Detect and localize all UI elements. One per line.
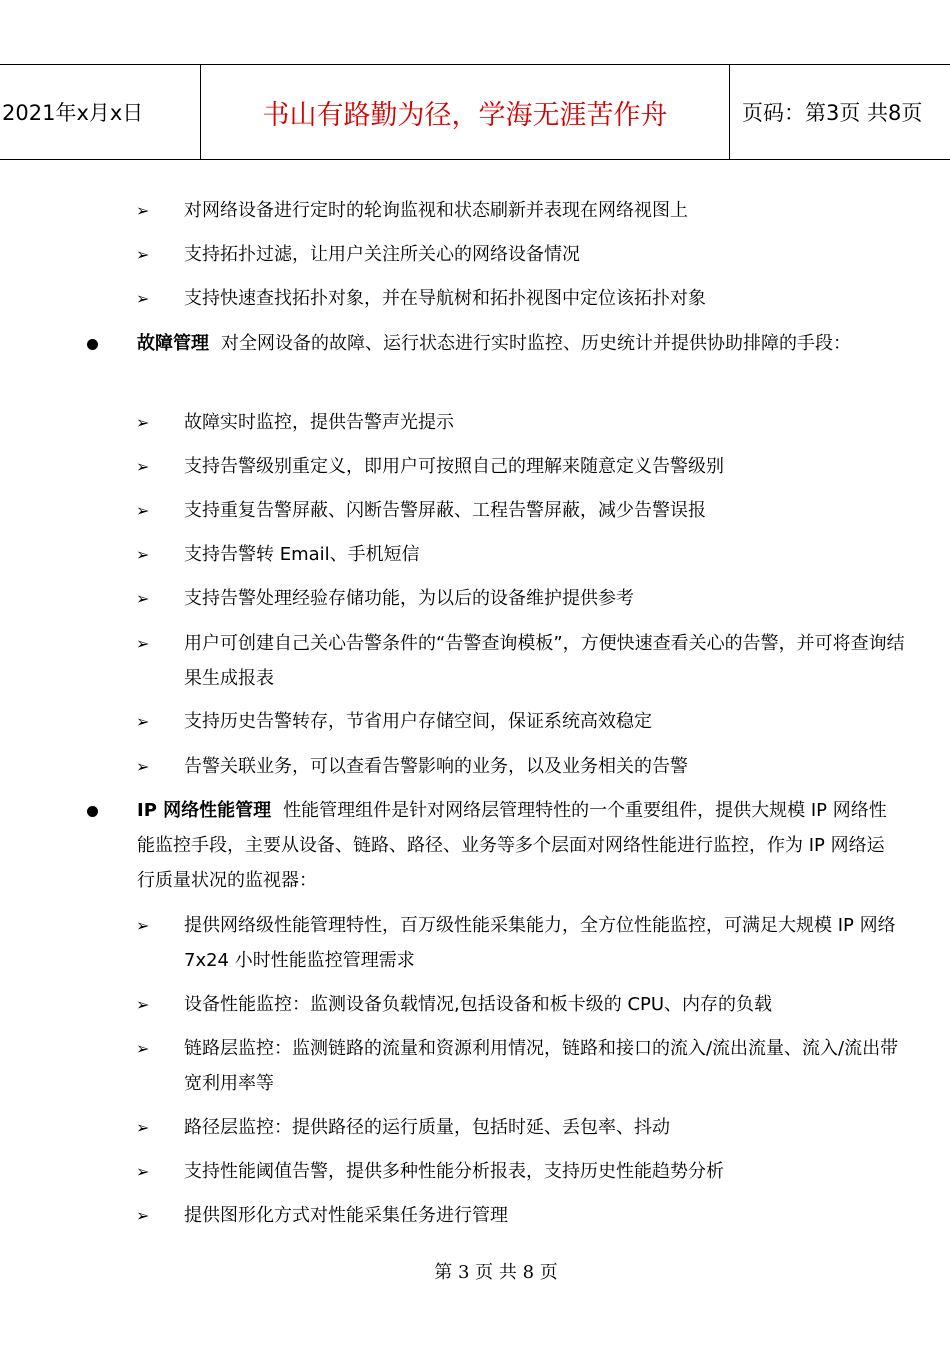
header-date: 2021年x月x日 xyxy=(2,101,144,125)
section-title: 故障管理 xyxy=(137,333,209,354)
header-page-info: 页码：第3页 共8页 xyxy=(742,101,923,125)
arrow-bullet-icon: ➢ xyxy=(136,757,150,776)
arrow-bullet-icon: ➢ xyxy=(136,413,150,432)
list-item: ➢ 设备性能监控：监测设备负载情况,包括设备和板卡级的 CPU、内存的负载 xyxy=(184,987,906,1022)
list-item: ➢ 支持历史告警转存，节省用户存储空间，保证系统高效稳定 xyxy=(184,704,906,739)
list-item: ➢ 支持重复告警屏蔽、闪断告警屏蔽、工程告警屏蔽，减少告警误报 xyxy=(184,493,906,528)
list-item: ➢ 提供网络级性能管理特性，百万级性能采集能力，全方位性能监控，可满足大规模 IP 网络 7x24 小时性能监控管理需求 xyxy=(184,908,906,978)
arrow-bullet-icon: ➢ xyxy=(136,245,150,264)
list-item: ➢ 支持告警级别重定义，即用户可按照自己的理解来随意定义告警级别 xyxy=(184,449,906,484)
list-item: ➢ 路径层监控：提供路径的运行质量，包括时延、丢包率、抖动 xyxy=(184,1110,906,1145)
arrow-bullet-icon: ➢ xyxy=(136,201,150,220)
arrow-bullet-icon: ➢ xyxy=(136,1039,150,1058)
section-fault-management xyxy=(137,326,889,361)
list-item: ➢ 用户可创建自己关心告警条件的“告警查询模板”，方便快速查看关心的告警，并可将查询结果生成报表 xyxy=(184,626,906,696)
section-ip-performance-management xyxy=(137,793,889,898)
list-item: ➢ 对网络设备进行定时的轮询监视和状态刷新并表现在网络视图上 xyxy=(184,193,906,228)
page-header xyxy=(0,64,950,160)
list-item: ➢ 支持拓扑过滤，让用户关注所关心的网络设备情况 xyxy=(184,237,906,272)
arrow-bullet-icon: ➢ xyxy=(136,1118,150,1137)
list-item: ➢ 支持告警转 Email、手机短信 xyxy=(184,537,906,572)
list-item: ➢ 支持告警处理经验存储功能，为以后的设备维护提供参考 xyxy=(184,581,906,616)
arrow-bullet-icon: ➢ xyxy=(136,501,150,520)
list-item: ➢ 支持性能阈值告警，提供多种性能分析报表，支持历史性能趋势分析 xyxy=(184,1154,906,1189)
list-item: ➢ 提供图形化方式对性能采集任务进行管理 xyxy=(184,1198,906,1233)
list-item: ➢ 故障实时监控，提供告警声光提示 xyxy=(184,405,906,440)
arrow-bullet-icon: ➢ xyxy=(136,712,150,731)
dot-bullet-icon xyxy=(87,339,98,350)
page-footer: 第 3 页 共 8 页 xyxy=(434,1262,558,1283)
list-item: ➢ 支持快速查找拓扑对象，并在导航树和拓扑视图中定位该拓扑对象 xyxy=(184,281,906,316)
arrow-bullet-icon: ➢ xyxy=(136,1206,150,1225)
list-item: ➢ 告警关联业务，可以查看告警影响的业务，以及业务相关的告警 xyxy=(184,749,906,784)
arrow-bullet-icon: ➢ xyxy=(136,589,150,608)
arrow-bullet-icon: ➢ xyxy=(136,916,150,935)
section-description: 对全网设备的故障、运行状态进行实时监控、历史统计并提供协助排障的手段： xyxy=(221,333,851,354)
arrow-bullet-icon: ➢ xyxy=(136,457,150,476)
arrow-bullet-icon: ➢ xyxy=(136,995,150,1014)
arrow-bullet-icon: ➢ xyxy=(136,289,150,308)
list-item: ➢ 链路层监控：监测链路的流量和资源利用情况，链路和接口的流入/流出流量、流入/流出带宽利用率等 xyxy=(184,1031,906,1101)
section-title: IP 网络性能管理 xyxy=(137,800,272,821)
arrow-bullet-icon: ➢ xyxy=(136,634,150,653)
arrow-bullet-icon: ➢ xyxy=(136,1162,150,1181)
section-description: 性能管理组件是针对网络层管理特性的一个重要组件，提供大规模 IP 网络性能监控手段，主要从设备、链路、路径、业务等多个层面对网络性能进行监控，作为 IP 网络运行质量状况的监视器： xyxy=(137,800,887,891)
header-motto: 书山有路勤为径，学海无涯苦作舟 xyxy=(200,65,730,159)
arrow-bullet-icon: ➢ xyxy=(136,545,150,564)
dot-bullet-icon xyxy=(87,806,98,817)
